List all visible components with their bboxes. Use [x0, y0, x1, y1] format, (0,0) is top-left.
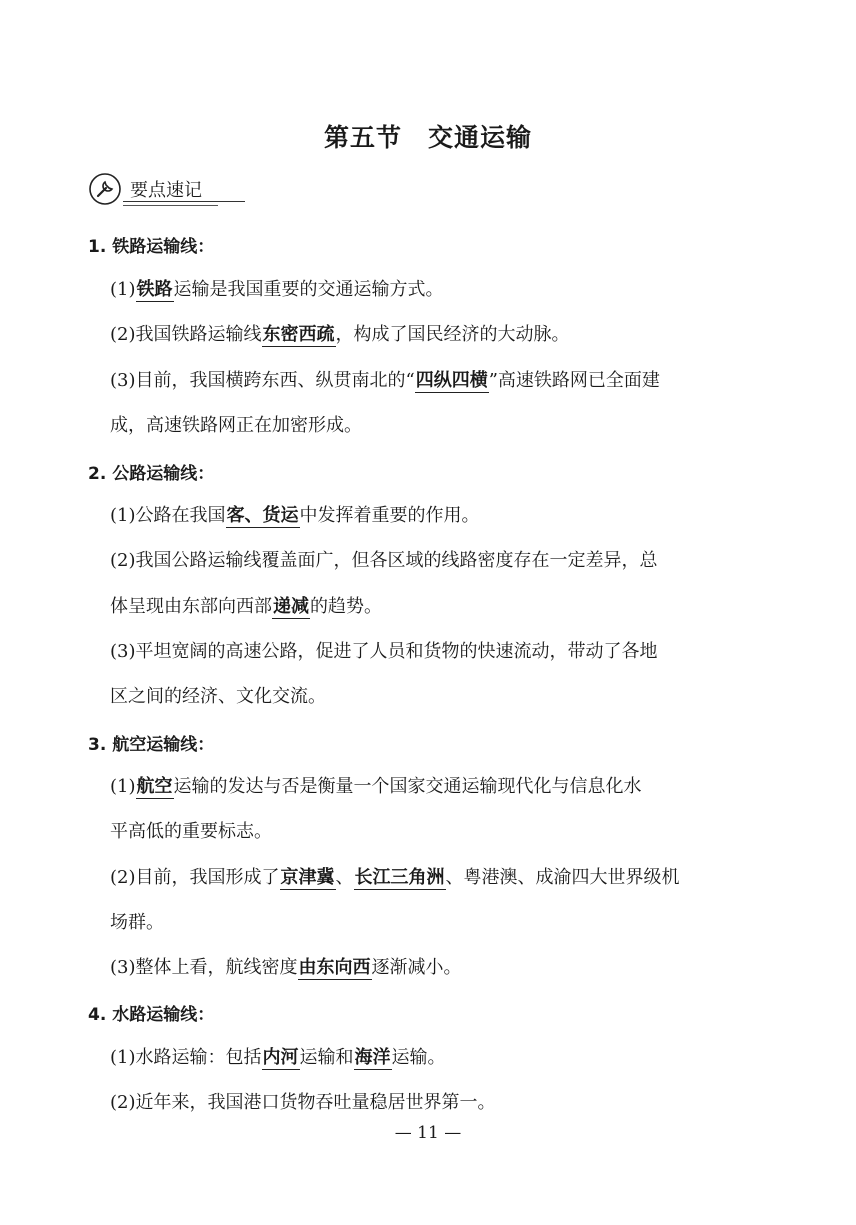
key-term: 递减 [273, 596, 309, 617]
wrench-icon [88, 172, 122, 206]
page-number: — 11 — [394, 1123, 462, 1143]
highway-line-3: 体呈现由东部向西部递减的趋势。 [110, 596, 382, 617]
highway-line-5: 区之间的经济、文化交流。 [110, 686, 326, 707]
railway-line-3: (3)目前，我国横跨东西、纵贯南北的“四纵四横”高速铁路网已全面建 [110, 370, 660, 391]
key-term: 四纵四横 [415, 370, 488, 391]
aviation-line-1: (1)航空运输的发达与否是衡量一个国家交通运输现代化与信息化水 [110, 776, 642, 797]
heading-railway: 1. 铁路运输线： [88, 237, 215, 257]
highway-line-4: (3)平坦宽阔的高速公路，促进了人员和货物的快速流动，带动了各地 [110, 641, 658, 662]
heading-waterway: 4. 水路运输线： [88, 1005, 215, 1025]
aviation-line-4: 场群。 [110, 912, 164, 933]
railway-line-1: (1)铁路运输是我国重要的交通运输方式。 [110, 279, 444, 300]
aviation-line-2: 平高低的重要标志。 [110, 821, 272, 842]
waterway-line-2: (2)近年来，我国港口货物吞吐量稳居世界第一。 [110, 1092, 496, 1113]
section-underline [123, 201, 245, 202]
highway-line-1: (1)公路在我国客、货运中发挥着重要的作用。 [110, 505, 480, 526]
page-title: 第五节 交通运输 [323, 123, 532, 152]
key-term: 客、货运 [226, 505, 299, 526]
section-label: 要点速记 [130, 180, 202, 201]
waterway-line-1: (1)水路运输：包括内河运输和海洋运输。 [110, 1047, 446, 1068]
highway-line-2: (2)我国公路运输线覆盖面广，但各区域的线路密度存在一定差异，总 [110, 550, 658, 571]
key-term: 铁路 [136, 279, 173, 300]
key-term: 航空 [136, 776, 173, 797]
heading-aviation: 3. 航空运输线： [88, 735, 215, 755]
railway-line-2: (2)我国铁路运输线东密西疏，构成了国民经济的大动脉。 [110, 324, 570, 345]
section-underline-thin [123, 205, 218, 206]
heading-highway: 2. 公路运输线： [88, 464, 215, 484]
key-term: 内河 [262, 1047, 299, 1068]
key-term: 由东向西 [298, 957, 371, 978]
aviation-line-5: (3)整体上看，航线密度由东向西逐渐减小。 [110, 957, 462, 978]
key-term: 东密西疏 [262, 324, 335, 345]
key-term: 京津冀 [280, 867, 335, 888]
aviation-line-3: (2)目前，我国形成了京津冀、长江三角洲、粤港澳、成渝四大世界级机 [110, 867, 680, 888]
railway-line-4: 成，高速铁路网正在加密形成。 [110, 415, 362, 436]
key-term: 长江三角洲 [354, 867, 445, 888]
key-term: 海洋 [354, 1047, 391, 1068]
